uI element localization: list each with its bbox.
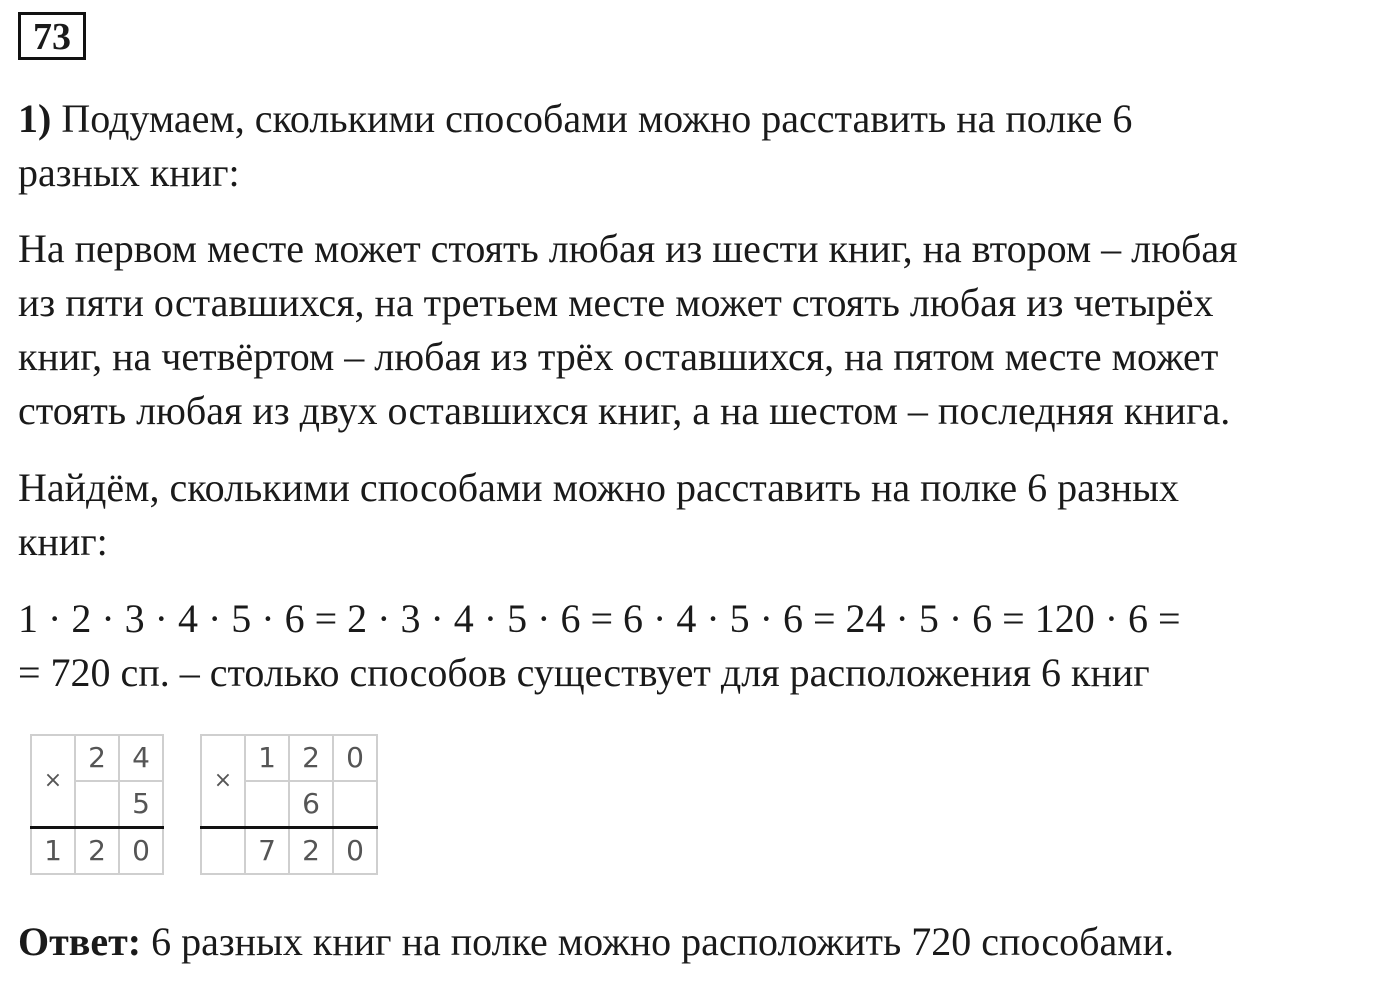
reasoning-line: стоять любая из двух оставшихся книг, а на шестом – последняя книга. bbox=[18, 388, 1231, 433]
task-number: 73 bbox=[18, 12, 86, 60]
find-line2: книг: bbox=[18, 519, 108, 564]
digit-cell: 0 bbox=[119, 828, 163, 875]
column-multiplication-24x5 bbox=[30, 734, 164, 875]
answer-text: 6 разных книг на полке можно расположить 720 способами. bbox=[141, 919, 1174, 964]
digit-cell bbox=[201, 828, 245, 875]
digit-cell bbox=[333, 781, 377, 828]
digit-cell: 0 bbox=[333, 735, 377, 781]
reasoning-line: из пяти оставшихся, на третьем месте может стоять любая из четырёх bbox=[18, 280, 1214, 325]
digit-cell: 1 bbox=[245, 735, 289, 781]
digit-cell: 2 bbox=[75, 828, 119, 875]
multiply-sign: × bbox=[201, 735, 245, 828]
multiply-sign: × bbox=[31, 735, 75, 828]
column-multiplication-120x6 bbox=[200, 734, 378, 875]
answer-label: Ответ: bbox=[18, 919, 142, 964]
digit-cell: 2 bbox=[289, 735, 333, 781]
digit-cell: 0 bbox=[333, 828, 377, 875]
reasoning-line: На первом месте может стоять любая из шести книг, на втором – любая bbox=[18, 226, 1238, 271]
digit-cell: 4 bbox=[119, 735, 163, 781]
find-line1: Найдём, сколькими способами можно расставить на полке 6 разных bbox=[18, 465, 1179, 510]
calculation-line1: 1 · 2 · 3 · 4 · 5 · 6 = 2 · 3 · 4 · 5 · 6 = 6 · 4 · 5 · 6 = 24 · 5 · 6 = 120 · 6 = bbox=[18, 596, 1181, 641]
digit-cell: 5 bbox=[119, 781, 163, 828]
answer-paragraph bbox=[18, 915, 1360, 969]
part-label: 1) bbox=[18, 96, 52, 141]
digit-cell: 7 bbox=[245, 828, 289, 875]
part1-statement bbox=[18, 92, 1360, 200]
part1-line2: разных книг: bbox=[18, 150, 240, 195]
digit-cell: 2 bbox=[289, 828, 333, 875]
digit-cell: 1 bbox=[31, 828, 75, 875]
reasoning-paragraph bbox=[18, 222, 1360, 438]
reasoning-line: книг, на четвёртом – любая из трёх оставшихся, на пятом месте может bbox=[18, 334, 1219, 379]
digit-cell bbox=[245, 781, 289, 828]
find-paragraph bbox=[18, 461, 1360, 569]
digit-cell bbox=[75, 781, 119, 828]
calculation-line2: = 720 сп. – столько способов существует для расположения 6 книг bbox=[18, 650, 1150, 695]
part1-line1: Подумаем, сколькими способами можно расставить на полке 6 bbox=[61, 96, 1133, 141]
digit-cell: 6 bbox=[289, 781, 333, 828]
calculation-paragraph bbox=[18, 592, 1360, 700]
digit-cell: 2 bbox=[75, 735, 119, 781]
